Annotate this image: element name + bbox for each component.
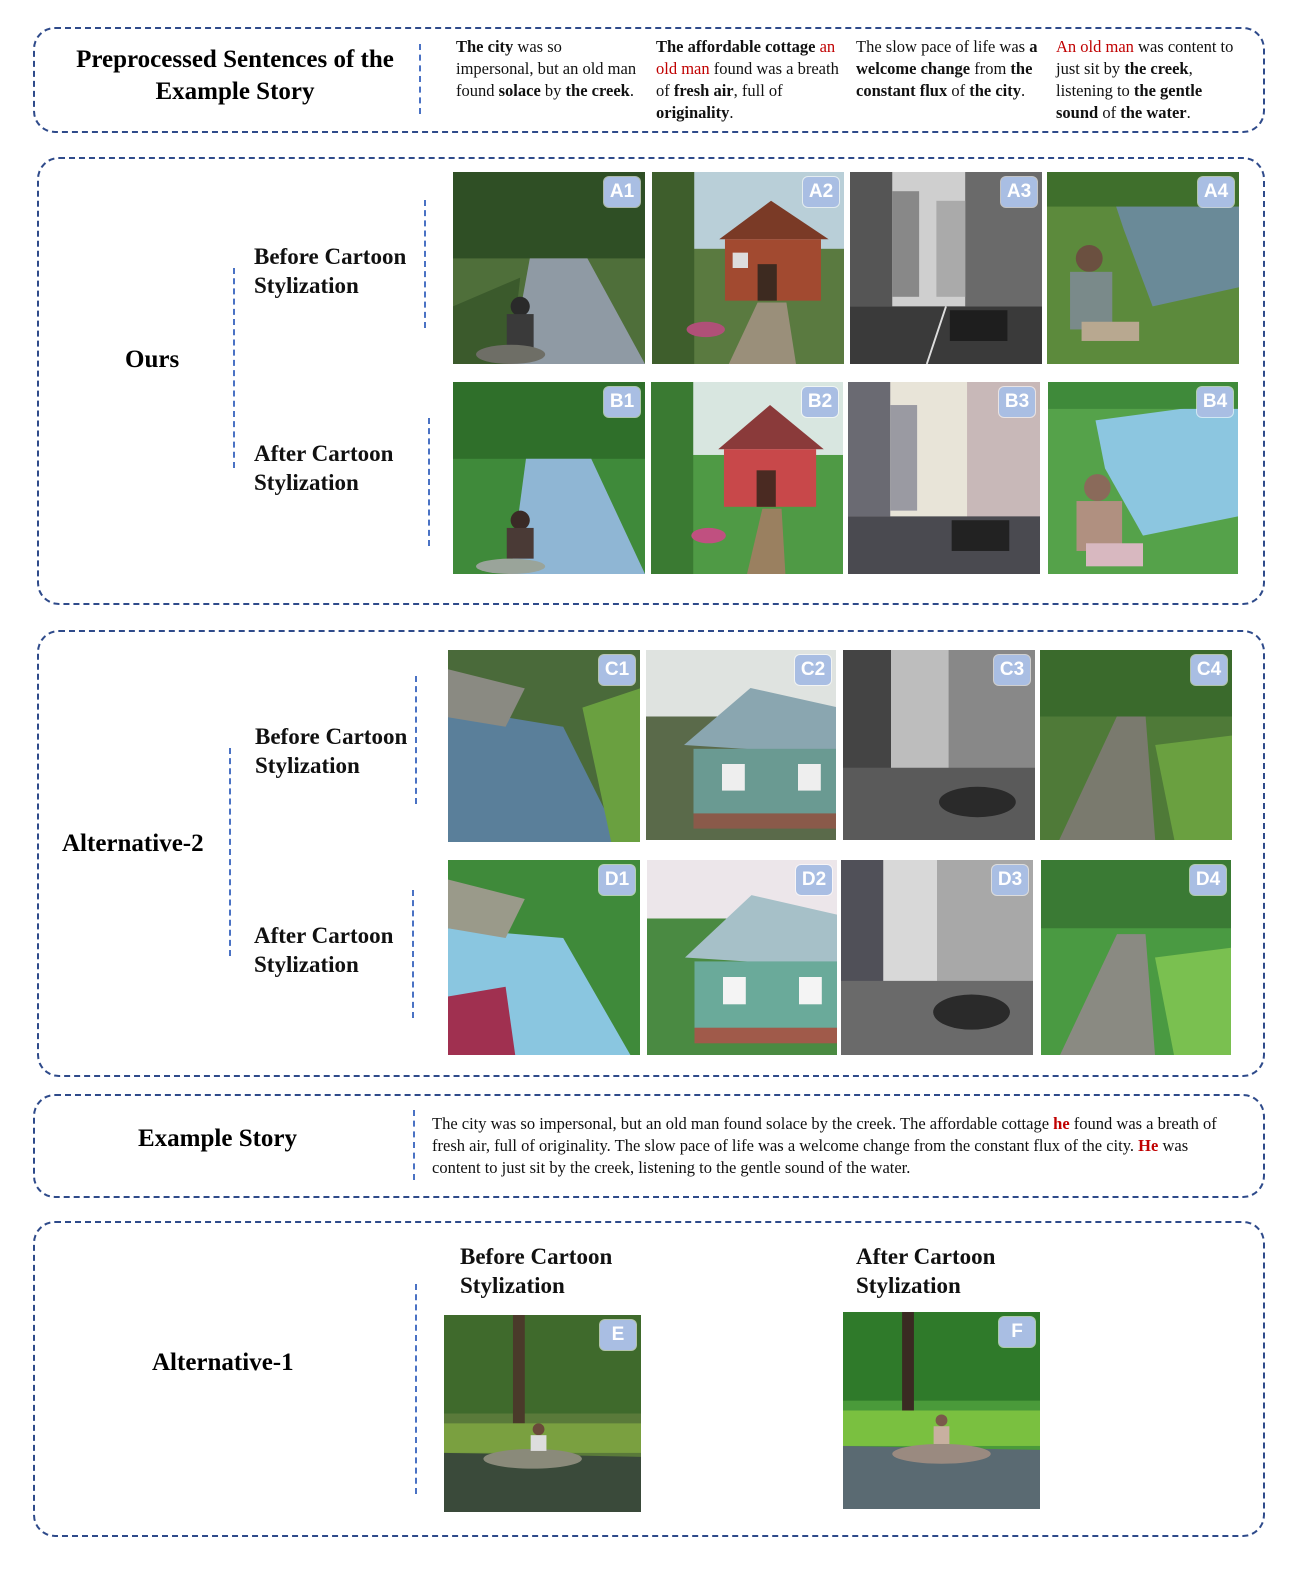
- badge-a2: A2: [803, 177, 839, 207]
- alt1-after-line2: Stylization: [856, 1273, 961, 1298]
- sentence-segment: was so impersonal, but an old man found: [456, 37, 637, 100]
- sentence-2: [656, 36, 846, 124]
- sentence-segment: the constant flux: [856, 59, 1033, 100]
- badge-d3: D3: [992, 865, 1028, 895]
- alt2-row2-divider: [412, 890, 414, 1018]
- sentence-segment: a welcome change: [856, 37, 1038, 78]
- sentence-segment: The affordable cottage: [656, 37, 816, 56]
- sentence-segment: .: [729, 103, 734, 122]
- badge-e: E: [600, 1320, 636, 1350]
- image-d1-creek-cartoon: [448, 860, 640, 1055]
- ours-bracket: [233, 268, 235, 468]
- story-segment: he: [1053, 1114, 1070, 1133]
- sentence-segment: an old man: [656, 37, 836, 78]
- badge-d2: D2: [796, 865, 832, 895]
- ours-after-line2: Stylization: [254, 470, 359, 495]
- image-c4-creek: [1040, 650, 1232, 840]
- image-b3-city-cartoon: [848, 382, 1040, 574]
- sentence-segment: The slow pace of life was: [856, 37, 1030, 56]
- ours-before-label: [254, 242, 406, 300]
- alt1-divider: [415, 1284, 417, 1494]
- badge-c4: C4: [1191, 655, 1227, 685]
- example-story-text: [432, 1113, 1232, 1179]
- ours-row2-divider: [428, 418, 430, 546]
- alt2-row1-divider: [415, 676, 417, 804]
- preprocessed-title-line2: Example Story: [155, 78, 315, 105]
- alt2-before-line2: Stylization: [255, 753, 360, 778]
- sentence-segment: An old man: [1056, 37, 1134, 56]
- alt1-label: Alternative-1: [152, 1349, 294, 1376]
- sentence-segment: the creek: [565, 81, 630, 100]
- image-a4-man-by-creek: [1047, 172, 1239, 364]
- sentence-segment: , listening to: [1056, 59, 1193, 100]
- badge-a4: A4: [1198, 177, 1234, 207]
- image-c3-city: [843, 650, 1035, 840]
- badge-d4: D4: [1190, 865, 1226, 895]
- image-b1-creek-man-cartoon: [453, 382, 645, 574]
- ours-after-line1: After Cartoon: [254, 441, 394, 466]
- sentence-segment: .: [629, 81, 634, 100]
- alt2-after-label: [254, 921, 393, 979]
- preprocessed-title: [60, 44, 410, 108]
- badge-c2: C2: [795, 655, 831, 685]
- alt1-before-label: [460, 1242, 612, 1300]
- image-a3-city: [850, 172, 1042, 364]
- sentence-segment: was content to just sit by: [1056, 37, 1234, 78]
- sentence-segment: of: [1098, 103, 1121, 122]
- sentence-segment: of: [947, 81, 970, 100]
- image-c1-creek: [448, 650, 640, 842]
- sentence-segment: .: [1186, 103, 1191, 122]
- badge-a1: A1: [604, 177, 640, 207]
- alt2-before-line1: Before Cartoon: [255, 724, 408, 749]
- sentence-segment: solace: [498, 81, 541, 100]
- alt2-before-label: [255, 722, 407, 780]
- story-segment: found was a breath of fresh air, full of originality. The slow pace of life was a welcome change from the constant flux of the city.: [432, 1114, 1217, 1155]
- badge-b3: B3: [999, 387, 1035, 417]
- story-segment: was content to just sit by the creek, listening to the gentle sound of the water.: [432, 1136, 1189, 1177]
- image-d2-cottage-cartoon: [647, 860, 837, 1055]
- sentence-segment: fresh air: [673, 81, 734, 100]
- ours-before-line2: Stylization: [254, 273, 359, 298]
- sentence-segment: The city: [456, 37, 514, 56]
- sentence-segment: the gentle sound: [1056, 81, 1203, 122]
- sentence-4: [1056, 36, 1246, 124]
- alt1-after-line1: After Cartoon: [856, 1244, 996, 1269]
- image-d3-city-cartoon: [841, 860, 1033, 1055]
- badge-b1: B1: [604, 387, 640, 417]
- sentence-segment: found was a breath of: [656, 59, 839, 100]
- ours-row1-divider: [424, 200, 426, 328]
- sentence-1: [456, 36, 641, 102]
- image-a1-creek-man: [453, 172, 645, 364]
- alt1-after-label: [856, 1242, 995, 1300]
- alt2-bracket: [229, 748, 231, 956]
- ours-label: Ours: [125, 346, 180, 373]
- top-divider: [419, 44, 421, 114]
- ours-before-line1: Before Cartoon: [254, 244, 407, 269]
- badge-b4: B4: [1197, 387, 1233, 417]
- preprocessed-title-line1: Preprocessed Sentences of the: [76, 46, 394, 73]
- sentence-segment: the city: [969, 81, 1021, 100]
- image-e-before: [444, 1315, 641, 1512]
- sentence-segment: the water: [1120, 103, 1187, 122]
- alt1-before-line2: Stylization: [460, 1273, 565, 1298]
- alt2-after-line2: Stylization: [254, 952, 359, 977]
- image-f-after: [843, 1312, 1040, 1509]
- story-segment: The city was so impersonal, but an old man found solace by the creek. The affordable cottage: [432, 1114, 1054, 1133]
- example-story-label: Example Story: [138, 1125, 298, 1152]
- ours-after-label: [254, 439, 393, 497]
- badge-c3: C3: [994, 655, 1030, 685]
- image-b2-cottage-cartoon: [651, 382, 843, 574]
- image-b4-man-by-creek-cartoon: [1048, 382, 1238, 574]
- badge-d1: D1: [599, 865, 635, 895]
- sentence-3: [856, 36, 1046, 102]
- badge-c1: C1: [599, 655, 635, 685]
- badge-f: F: [999, 1317, 1035, 1347]
- example-divider: [413, 1110, 415, 1180]
- badge-b2: B2: [802, 387, 838, 417]
- image-a2-cottage: [652, 172, 844, 364]
- badge-a3: A3: [1001, 177, 1037, 207]
- sentence-segment: by: [540, 81, 566, 100]
- sentence-segment: the creek: [1124, 59, 1189, 78]
- sentence-segment: , full of: [733, 81, 783, 100]
- sentence-segment: .: [1021, 81, 1026, 100]
- alt2-after-line1: After Cartoon: [254, 923, 394, 948]
- story-segment: He: [1138, 1136, 1159, 1155]
- alternative-1-box: [33, 1221, 1265, 1537]
- sentence-segment: from: [970, 59, 1011, 78]
- image-c2-cottage: [646, 650, 836, 840]
- alt1-before-line1: Before Cartoon: [460, 1244, 613, 1269]
- image-d4-creek-cartoon: [1041, 860, 1231, 1055]
- sentence-segment: originality: [656, 103, 730, 122]
- alt2-label: Alternative-2: [62, 830, 204, 857]
